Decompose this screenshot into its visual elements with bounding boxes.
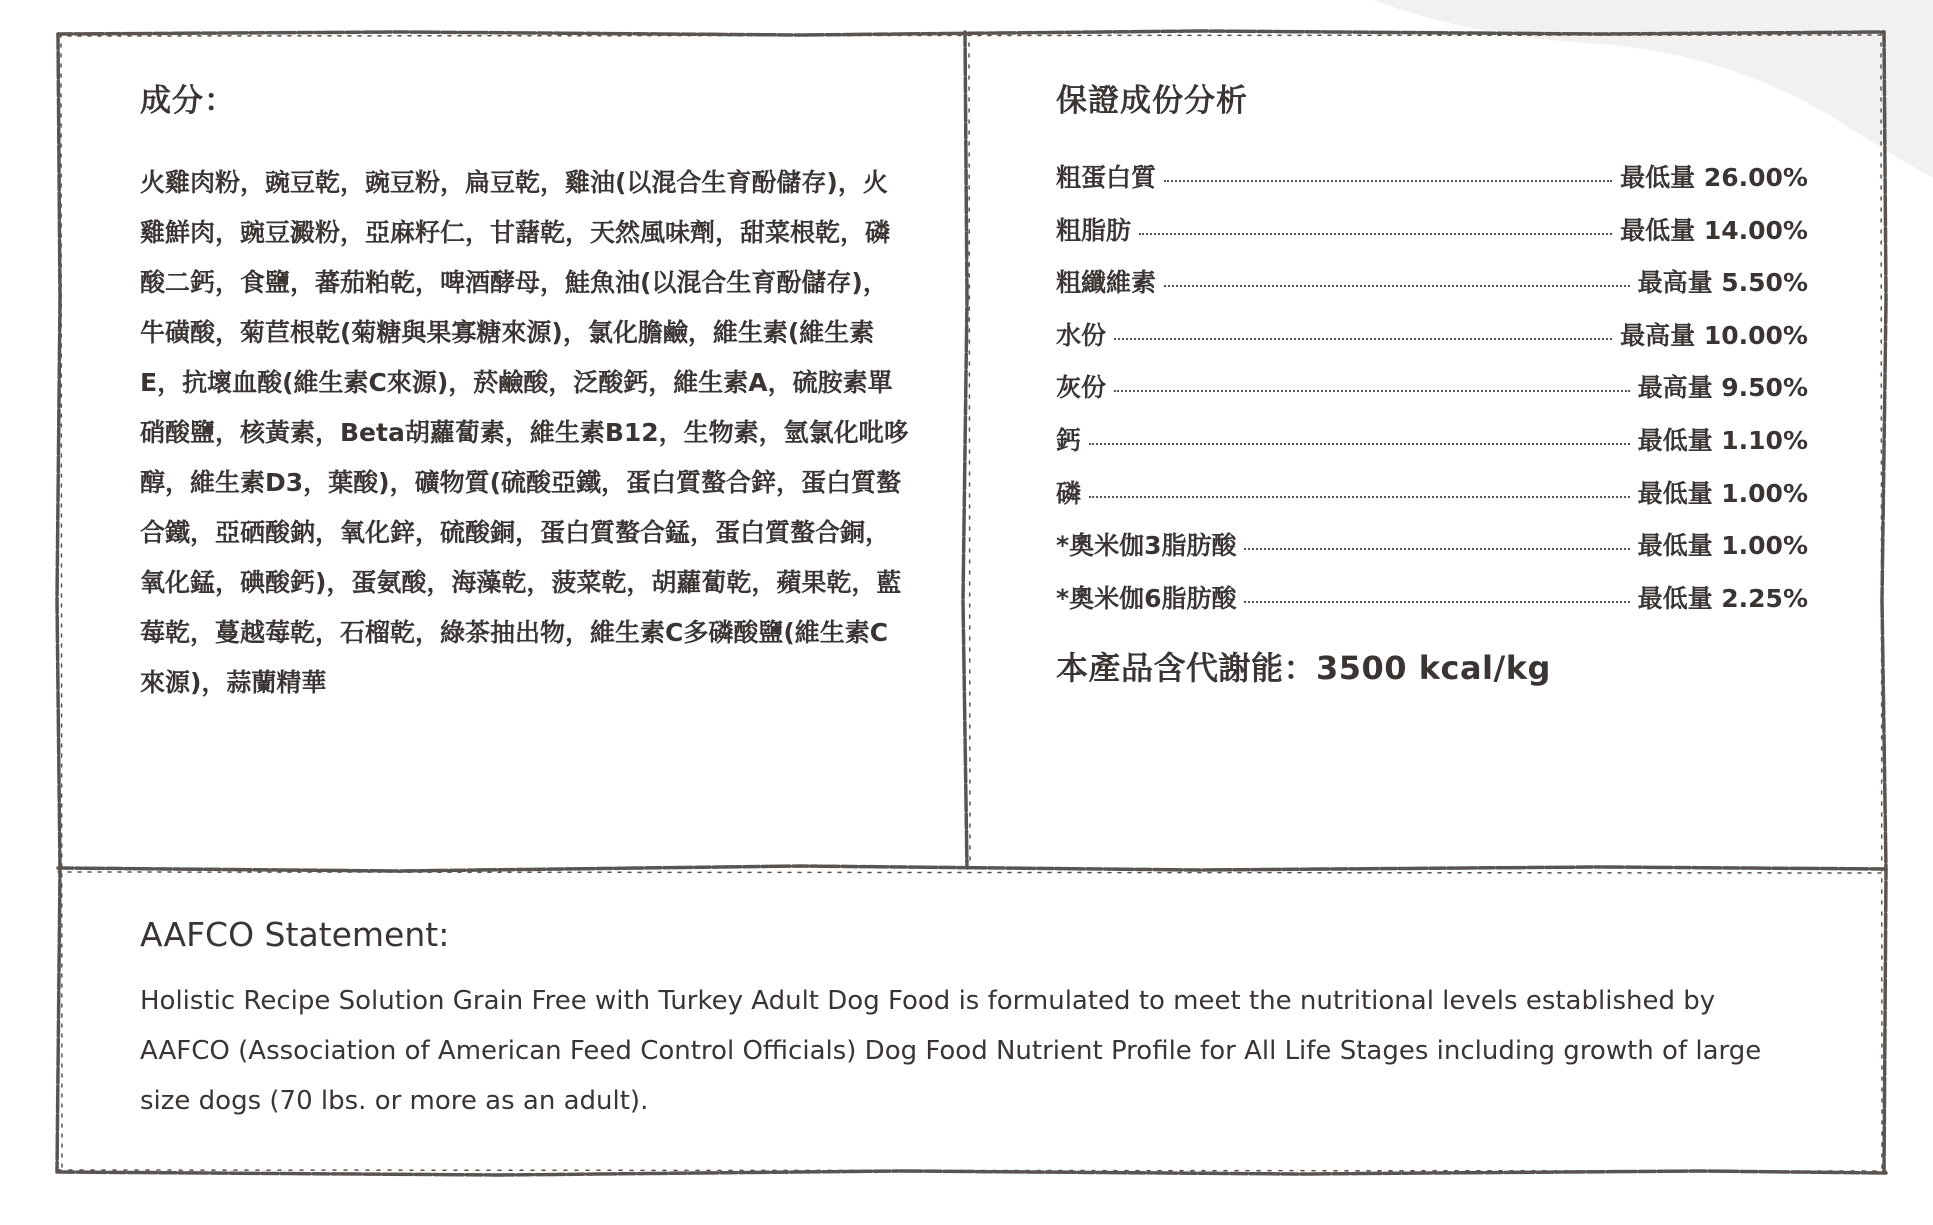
- guaranteed-analysis-panel: [1056, 78, 1808, 689]
- aafco-title: AAFCO Statement:: [140, 915, 450, 954]
- nutrient-name: 水份: [1056, 320, 1107, 350]
- dot-leader: [1089, 496, 1630, 498]
- dot-leader: [1164, 180, 1612, 182]
- dot-leader: [1164, 285, 1630, 287]
- analysis-row: [1056, 474, 1808, 527]
- analysis-list: [1056, 158, 1808, 631]
- nutrient-value: 最低量 1.00%: [1637, 478, 1808, 508]
- nutrient-name: 鈣: [1056, 425, 1082, 455]
- ingredients-panel: [140, 78, 910, 708]
- nutrient-name: 粗纖維素: [1056, 268, 1157, 298]
- analysis-row: [1056, 526, 1808, 579]
- nutrient-name: *奧米伽6脂肪酸: [1056, 583, 1237, 613]
- nutrient-name: 灰份: [1056, 373, 1107, 403]
- analysis-row: [1056, 211, 1808, 264]
- analysis-row: [1056, 263, 1808, 316]
- aafco-panel: [140, 912, 1800, 1126]
- nutrient-value: 最高量 10.00%: [1620, 320, 1808, 350]
- nutrient-name: 粗脂肪: [1056, 215, 1132, 245]
- analysis-row: [1056, 316, 1808, 369]
- nutrient-value: 最低量 14.00%: [1620, 215, 1808, 245]
- ingredients-title: 成分：: [140, 83, 236, 119]
- metabolizable-energy: 本產品含代謝能：3500 kcal/kg: [1056, 649, 1551, 688]
- aafco-statement-text: Holistic Recipe Solution Grain Free with Turkey Adult Dog Food is formulated to meet the nutritional levels established by AAFCO (Association of American Feed Control Officials) Dog Food Nutrient Profile for All Life Stages including growth of large size dogs (70 lbs. or more as an adult).: [140, 986, 1762, 1116]
- analysis-row: [1056, 158, 1808, 211]
- analysis-row: [1056, 368, 1808, 421]
- analysis-title: 保證成份分析: [1056, 83, 1248, 119]
- nutrient-name: 磷: [1056, 478, 1082, 508]
- dot-leader: [1139, 233, 1612, 235]
- nutrient-value: 最低量 1.10%: [1637, 425, 1808, 455]
- dot-leader: [1114, 338, 1612, 340]
- nutrient-value: 最低量 26.00%: [1620, 163, 1808, 192]
- nutrient-value: 最低量 1.00%: [1637, 531, 1808, 561]
- nutrient-name: *奧米伽3脂肪酸: [1056, 531, 1237, 561]
- dot-leader: [1089, 443, 1630, 445]
- nutrient-value: 最高量 5.50%: [1637, 268, 1808, 298]
- dot-leader: [1114, 390, 1630, 392]
- nutrient-name: 粗蛋白質: [1056, 163, 1157, 192]
- analysis-row: [1056, 579, 1808, 632]
- dot-leader: [1244, 601, 1629, 603]
- dot-leader: [1244, 548, 1629, 550]
- analysis-row: [1056, 421, 1808, 474]
- ingredients-text: 火雞肉粉，豌豆乾，豌豆粉，扁豆乾，雞油(以混合生育酚儲存)，火雞鮮肉，豌豆澱粉，亞麻籽仁，甘藷乾，天然風味劑，甜菜根乾，磷酸二鈣，食鹽，蕃茄粕乾，啤酒酵母，鮭魚油(以混合生育酚儲存)，牛磺酸，菊苣根乾(菊糖與果寡糖來源)，氯化膽鹼，維生素(維生素E，抗壞血酸(維生素C來源)，菸鹼酸，泛酸鈣，維生素A，硫胺素單硝酸鹽，核黃素，Beta胡蘿蔔素，維生素B12，生物素，氫氯化吡哆醇，維生素D3，葉酸)，礦物質(硫酸亞鐵，蛋白質螯合鋅，蛋白質螯合鐵，亞硒酸鈉，氧化鋅，硫酸銅，蛋白質螯合錳，蛋白質螯合銅，氧化錳，碘酸鈣)，蛋氨酸，海藻乾，菠菜乾，胡蘿蔔乾，蘋果乾，藍莓乾，蔓越莓乾，石榴乾，綠茶抽出物，維生素C多磷酸鹽(維生素C來源)，蒜蘭精華: [140, 168, 909, 697]
- nutrient-value: 最低量 2.25%: [1637, 583, 1808, 613]
- nutrient-value: 最高量 9.50%: [1637, 373, 1808, 403]
